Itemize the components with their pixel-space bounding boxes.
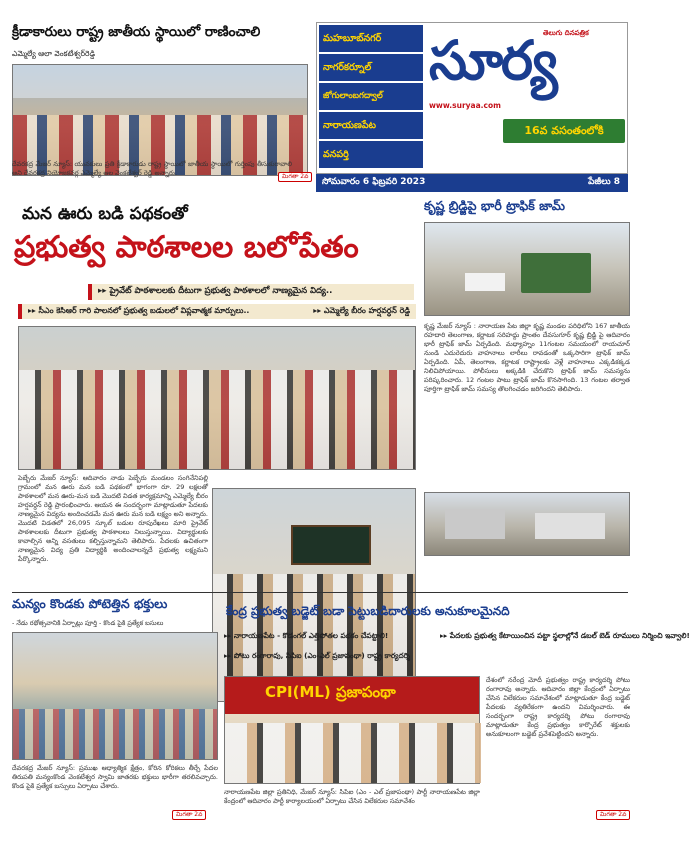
top-story-headline: క్రీడాకారులు రాష్ట్ర జాతీయ స్థాయిలో రాణించాలి (12, 24, 261, 40)
lead-bullet-row (18, 304, 416, 319)
lead-photo-main (18, 326, 416, 470)
masthead (316, 22, 628, 174)
bridge-headline: కృష్ణ బ్రిడ్జిపై భారీ ట్రాఫిక్ జామ్ (424, 198, 565, 213)
issue-date: సోమవారం 6 ఫిబ్రవరి 2023 (322, 177, 426, 187)
budget-body: దేశంలో నరేంద్ర మోదీ ప్రభుత్వం రాష్ట్ర కార్యదర్శి పోటు రంగారావు అన్నారు. ఆదివారం జిల్లా కేంద్రంలో ఏర్పాటు చేసిన విలేకరుల సమావేశంలో మాట్లాడుతూ కేంద్ర బడ్జెట్ పేదలకు వ్యతిరేకంగా ఉందని విమర్శించారు. ఈ సందర్భంగా రాష్ట్ర కార్యదర్శి పోటు రంగారావు మాట్లాడుతూ కేంద్ర ప్రభుత్వం కార్పొరేట్ శక్తులకు అనుకూలంగా బడ్జెట్ ప్రవేశపెట్టిందని అన్నారు. (486, 676, 630, 738)
page-count: పేజీలు 8 (588, 177, 620, 187)
devotees-body: దేవరకద్ర మేజర్ న్యూస్: ప్రముఖ ఆధ్యాత్మిక క్షేత్రం, కోరిన కోరికలు తీర్చే పేదల తిరుపతి మన్యంకొండ వెంకటేశ్వర స్వామి జాతరకు భక్తులు భారీగా తరలివచ్చారు. కొండ పైకి ప్రత్యేక బస్సులు ఏర్పాటు చేశారు. (12, 764, 218, 790)
district-1: మహబూబ్‌నగర్ (319, 25, 423, 52)
district-4: నారాయణపేట (319, 112, 423, 139)
lead-kicker: మన ఊరు బడి పథకంతో (22, 204, 188, 224)
lead-bullet-list (88, 284, 414, 303)
lead-bullet-2: ▸▸ సీఎం కెసిఆర్ గారి పాలనలో ప్రభుత్వ బడులలో విప్లవాత్మక మార్పులు.. ▸▸ ఎమ్మెల్యే బీరం హర్షవర్ధన్ రెడ్డి (18, 304, 416, 319)
budget-bullet-row-1 (224, 630, 690, 642)
lead-photo-secondary (212, 488, 416, 702)
lead-body: పెబ్బేరు మేజర్ న్యూస్: ఆదివారం నాడు పెబ్బేరు మండలం సంగినేనిపల్లి గ్రామంలో మన ఊరు మన బడి పథకంలో భాగంగా రూ. 29 లక్షలతో పాఠశాలలో మన ఊరు-మన బడి మొదటి విడత కార్యక్రమాన్ని ఎమ్మెల్యే బీరం హర్షవర్ధన్ రెడ్డి ప్రారంభించారు. ఆయన ఈ సందర్భంగా మాట్లాడుతూ పేదలకు నాణ్యమైన విద్యను అందించడమే మన ఊరు మన బడి లక్ష్యం అని అన్నారు. మొదటి విడతలో 26,095 స్కూల్ బడుల రూపురేఖలు మారి ప్రైవేట్ పాఠశాలలకు దీటుగా ప్రభుత్వ పాఠశాలలు నిలుస్తున్నాయి. విద్యార్థులకు కావాల్సిన అన్ని వసతులు కల్పిస్తున్నామని తెలిపారు. పేదలకు ఉచితంగా నాణ్యమైన విద్య ప్రతి విద్యార్థికి అందించాలన్నదే ప్రభుత్వ లక్ష్యమని పేర్కొన్నారు. (18, 474, 208, 563)
top-story (12, 24, 308, 174)
devotees-more[interactable]: మిగతా 2వ (172, 810, 206, 820)
devotees-headline: మన్యం కొండకు పోటెత్తిన భక్తులు (12, 596, 168, 611)
budget-bullet-1: ▸▸ నారాయణపేట - కొడంగల్ ఎత్తిపోతల పథకం చేపట్టాలి! (224, 631, 389, 640)
bridge-photo-2 (424, 492, 630, 556)
tagline: తెలుగు దినపత్రిక (543, 29, 589, 37)
budget-bullet-row-2: ▸▸ పోటు రంగారావు, సిపిఐ (ఎం-ఎల్ ప్రజాపంథా) రాష్ట్ర కార్యదర్శి (224, 651, 410, 660)
devotees-story (12, 596, 218, 832)
logo: సూర్య (429, 29, 556, 92)
district-list (319, 25, 423, 171)
budget-bullets (224, 630, 690, 662)
devotees-subhead: - నేడు రథోత్సవానికి ఏర్పాట్లు పూర్తి - కొండ పైకి ప్రత్యేక బసులు (12, 619, 164, 627)
lead-bullet-1: ▸▸ ప్రైవేట్ పాఠశాలలకు దీటుగా ప్రభుత్వ పాఠశాలలో నాణ్యమైన విద్య.. (88, 284, 414, 300)
budget-banner: CPI(ML) ప్రజాపంథా (265, 683, 396, 701)
top-story-caption: దేవరకద్ర మేజర్ న్యూస్: యువకులు ప్రతి క్రీడాకారుడు రాష్ట్ర స్థాయిలో జాతీయ స్థాయిలో గుర్తింపు తీసుకురావాలి అని దేవరకద్ర నియోజకవర్గ ఎమ్మెల్యే ఆల వెంకటేశ్వర్ రెడ్డి అన్నారు. (12, 160, 292, 177)
district-2: నాగర్‌కర్నూల్ (319, 54, 423, 81)
budget-photo (224, 676, 480, 784)
top-story-subhead: ఎమ్మెల్యే ఆలా వెంకటేశ్వర్‌రెడ్డి (12, 49, 96, 58)
site-url[interactable]: www.suryaa.com (429, 101, 501, 110)
lead-headline: ప్రభుత్వ పాఠశాలల బలోపేతం (14, 230, 359, 265)
section-divider (12, 592, 628, 593)
district-5: వనపర్తి (319, 141, 423, 168)
bridge-story (424, 198, 630, 618)
devotees-photo (12, 632, 218, 760)
bridge-photo-1 (424, 222, 630, 316)
budget-headline: కేంద్ర ప్రభుత్వ బడ్జెట్ బడా పెట్టుబడిదారులకు అనుకూలమైనది (226, 604, 510, 618)
bridge-body: కృష్ణ మేజర్ న్యూస్ : నారాయణ పేట జిల్లా కృష్ణ మండల పరిధిలోని 167 జాతీయ రహదారి తెలంగాణ, కర్ణాటక సరిహద్దు ప్రాంతం దేవసుగూర్ కృష్ణ బ్రిడ్జి పై ఆదివారం భారీ ట్రాఫిక్ జామ్ ఏర్పడింది. మధ్యాహ్నం 11గంటల సమయంలో రాయచూర్ నుండి ఎదురెదురు వాహనాలు లారీలు రావడంతో ఒక్కసారిగా ట్రాఫిక్ జామ్ ఏర్పడింది. ఏపీ, తెలంగాణ, కర్ణాటక రాష్ట్రాలకు వెళ్లే వాహనాలు ఎక్కడికక్కడ నిలిచిపోయాయి. పోలీసులు అక్కడికి చేరుకొని ట్రాఫిక్ జామ్ సమస్యను పరిష్కరించారు. 12 గంటల పాటు ట్రాఫిక్ జామ్ కొనసాగింది. 13 గంటల తర్వాత పూర్తిగా ట్రాఫిక్ జామ్ సమస్య తొలగించడం జరిగిందని తెలిపారు. (424, 322, 630, 393)
budget-bullet-2: ▸▸ పేదలకు ప్రభుత్వ కేటాయించిన పట్టా స్థలాల్లోనే డబల్ బెడ్ రూములు నిర్మించి ఇవ్వాలి! (440, 631, 690, 640)
dateline (316, 174, 628, 192)
district-3: జోగులాంబగద్వాల్ (319, 83, 423, 110)
budget-caption: నారాయణపేట జిల్లా ప్రతినిధి, మేజర్ న్యూస్: సిపిఐ (ఎం - ఎల్ ప్రజాపంథా) పార్టీ నారాయణపేట జిల్లా కేంద్రంలో ఆదివారం పార్టీ కార్యాలయంలో ఏర్పాటు చేసిన విలేకరుల సమావేశం (224, 788, 480, 805)
blackboard (291, 525, 371, 565)
budget-more[interactable]: మిగతా 2వ (596, 810, 630, 820)
top-story-more[interactable]: మిగతా 2వ (278, 172, 312, 182)
anniversary-badge: 16వ వసంతంలోకి (503, 119, 625, 143)
